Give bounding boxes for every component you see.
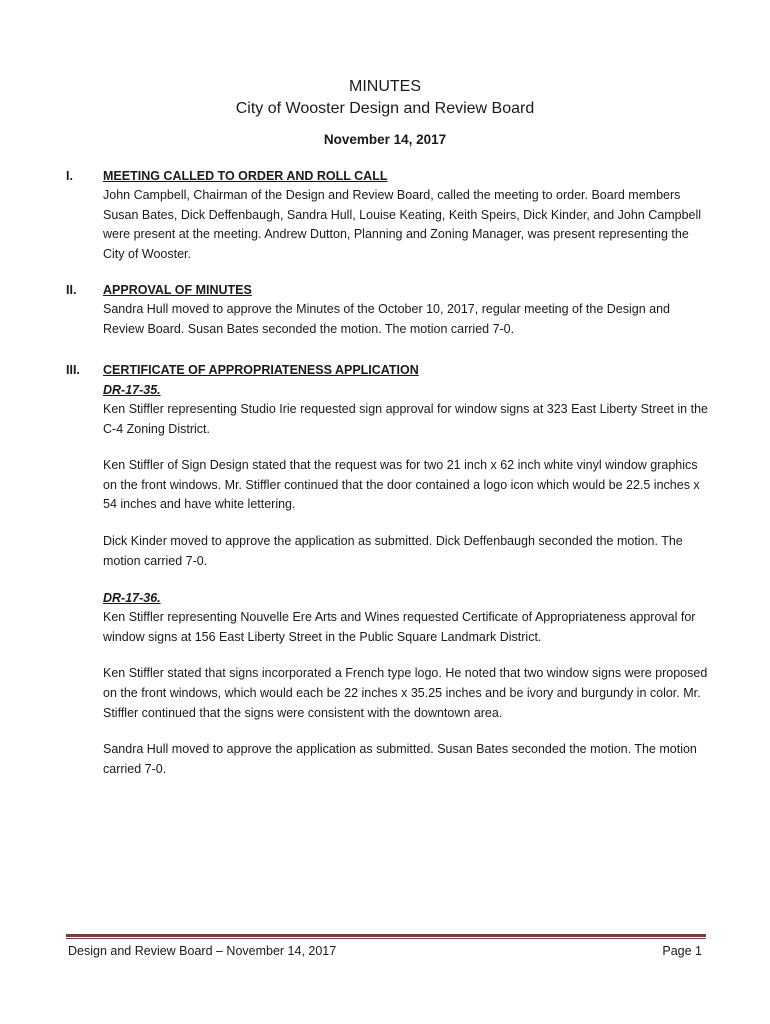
section-content: [103, 167, 708, 264]
section-numeral: II.: [66, 283, 77, 297]
paragraph: Sandra Hull moved to approve the application as submitted. Susan Bates seconded the motion. The motion carried 7-0.: [103, 742, 697, 776]
page-number: Page 1: [662, 944, 702, 958]
paragraph: John Campbell, Chairman of the Design and Review Board, called the meeting to order. Board members Susan Bates, Dick Deffenbaugh, Sandra Hull, Louise Keating, Keith Speirs, Dick Kinder, and John Campbell were present at the meeting. Andrew Dutton, Planning and Zoning Manager, was present representing the City of Wooster.: [103, 188, 702, 261]
section-heading: APPROVAL OF MINUTES: [103, 283, 252, 297]
case-number: DR-17-35.: [103, 383, 161, 397]
section-heading: CERTIFICATE OF APPROPRIATENESS APPLICATION: [103, 363, 419, 377]
section-heading: MEETING CALLED TO ORDER AND ROLL CALL: [103, 169, 388, 183]
footer-rule: [66, 934, 706, 937]
paragraph: Dick Kinder moved to approve the application as submitted. Dick Deffenbaugh seconded the motion. The motion carried 7-0.: [103, 533, 683, 568]
document-title: MINUTES: [349, 78, 421, 95]
section-numeral: I.: [66, 169, 73, 183]
case-number: DR-17-36.: [103, 591, 161, 606]
footer-rule-thin: [66, 938, 706, 939]
paragraph: Ken Stiffler representing Studio Irie requested sign approval for window signs at 323 East Liberty Street in the C-4 Zoning District.: [103, 402, 708, 436]
paragraph: Ken Stiffler representing Nouvelle Ere Arts and Wines requested Certificate of Appropriateness approval for window signs at 156 East Liberty Street in the Public Square Landmark District.: [103, 610, 696, 644]
section-numeral: III.: [66, 363, 80, 377]
footer-title: Design and Review Board – November 14, 2017: [68, 944, 337, 958]
meeting-date: November 14, 2017: [323, 132, 447, 147]
section-content: [103, 361, 708, 779]
paragraph: Ken Stiffler of Sign Design stated that the request was for two 21 inch x 62 inch white vinyl window graphics on the front windows. Mr. Stiffler continued that the door contained a logo icon which would be 22.5 inches x 54 inches and have white lettering.: [103, 458, 700, 512]
paragraph: Ken Stiffler stated that signs incorporated a French type logo. He noted that two window signs were proposed on the front windows, which would each be 22 inches x 35.25 inches and be ivory and burgundy in color. Mr. Stiffler continued that the signs were consistent with the downtown area.: [103, 666, 708, 720]
section-content: [103, 281, 708, 339]
document-subtitle: City of Wooster Design and Review Board: [235, 100, 535, 117]
paragraph: Sandra Hull moved to approve the Minutes of the October 10, 2017, regular meeting of the Design and Review Board. Susan Bates seconded the motion. The motion carried 7-0.: [103, 302, 671, 336]
